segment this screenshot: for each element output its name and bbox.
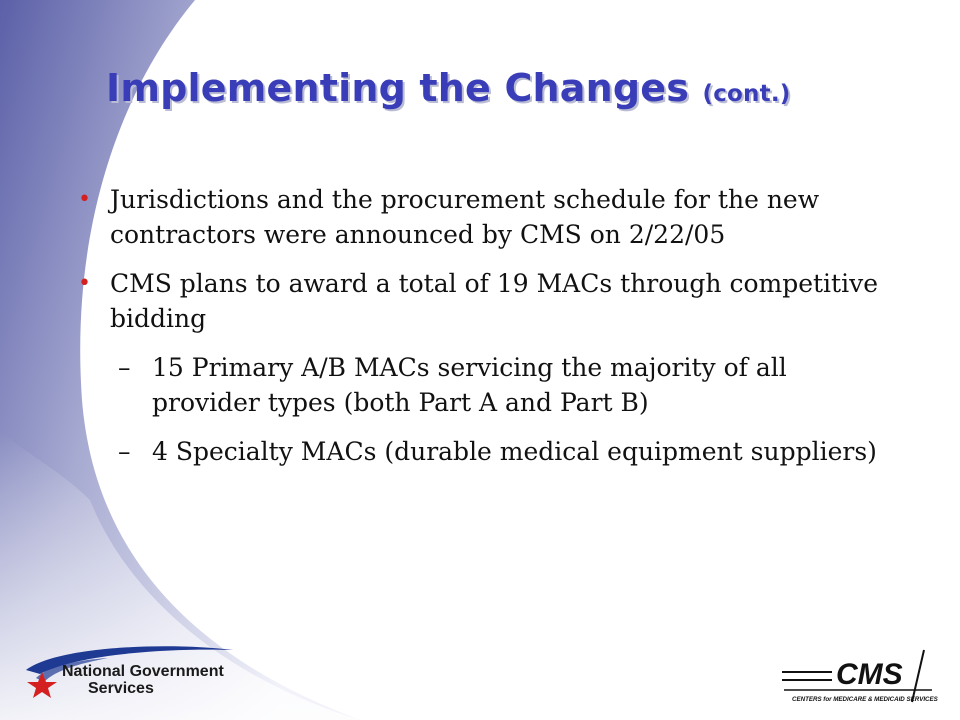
sub-bullet-item <box>78 350 878 420</box>
bullet-text: CMS plans to award a total of 19 MACs through competitive bidding <box>110 269 879 333</box>
ngs-name-line1: National Government <box>62 663 224 680</box>
sub-bullet-item <box>78 434 878 469</box>
title-suffix: (cont.) <box>702 81 791 107</box>
bullet-item <box>78 182 878 252</box>
star-icon <box>27 672 57 698</box>
bullet-marker: • <box>78 271 91 296</box>
sub-bullet-marker: – <box>118 437 131 466</box>
cms-wordmark: CMS <box>836 658 903 691</box>
sub-bullet-text: 15 Primary A/B MACs servicing the majority of all provider types (both Part A and Part B) <box>152 353 787 417</box>
sub-bullet-text: 4 Specialty MACs (durable medical equipment suppliers) <box>152 437 877 466</box>
slide-body <box>78 182 878 483</box>
cms-logo <box>776 646 938 708</box>
ngs-name-line2: Services <box>88 680 154 697</box>
cms-tagline: CENTERS for MEDICARE & MEDICAID SERVICES <box>792 696 938 703</box>
bullet-text: Jurisdictions and the procurement schedule for the new contractors were announced by CMS on 2/22/05 <box>110 185 820 249</box>
sub-bullet-marker: – <box>118 353 131 382</box>
bullet-marker: • <box>78 187 91 212</box>
national-government-services-logo <box>18 640 248 700</box>
bullet-item <box>78 266 878 336</box>
title-main: Implementing the Changes <box>106 66 690 110</box>
slide-title <box>106 66 790 110</box>
